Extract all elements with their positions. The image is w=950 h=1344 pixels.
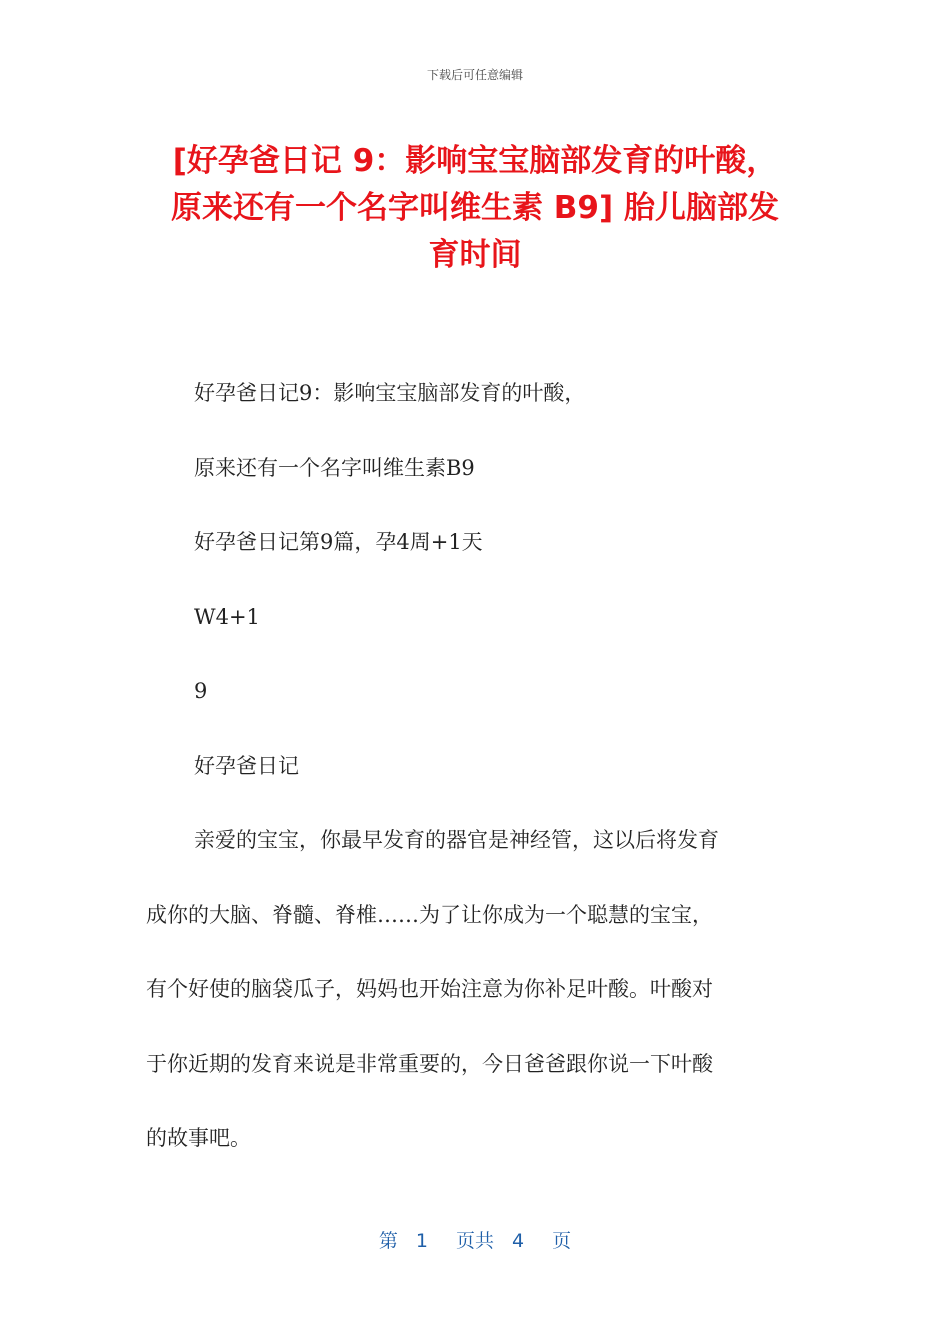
current-page-number: 1 [415,1230,428,1252]
paragraph: 9 [194,679,208,703]
body-line: 亲爱的宝宝，你最早发育的器官是神经管，这以后将发育 [194,828,719,852]
paragraph: 好孕爸日记 [194,753,299,778]
title-line: [好孕爸日记 9：影响宝宝脑部发育的叶酸， [172,143,778,179]
page-label-suffix: 页 [552,1230,572,1252]
title-line: 原来还有一个名字叫维生素 B9] 胎儿脑部发 [171,190,779,226]
paragraph: 原来还有一个名字叫维生素B9 [194,455,475,480]
paragraph: 好孕爸日记9：影响宝宝脑部发育的叶酸， [194,381,586,405]
header-note: 下载后可任意编辑 [426,68,523,82]
title-line: 育时间 [428,237,522,273]
body-line: 的故事吧。 [146,1126,251,1150]
total-pages-number: 4 [512,1230,525,1252]
document-title [120,138,830,279]
document-body [146,356,802,1176]
body-line: 成你的大脑、脊髓、脊椎……为了让你成为一个聪慧的宝宝， [146,902,713,927]
page-footer [0,1226,950,1253]
page-label-prefix: 第 [378,1230,398,1252]
page-label-mid: 页共 [455,1230,494,1252]
paragraph: W4+1 [194,604,260,629]
body-line: 有个好使的脑袋瓜子，妈妈也开始注意为你补足叶酸。叶酸对 [146,977,713,1001]
paragraph: 好孕爸日记第9篇，孕4周+1天 [194,530,483,554]
body-line: 于你近期的发育来说是非常重要的，今日爸爸跟你说一下叶酸 [146,1051,713,1076]
